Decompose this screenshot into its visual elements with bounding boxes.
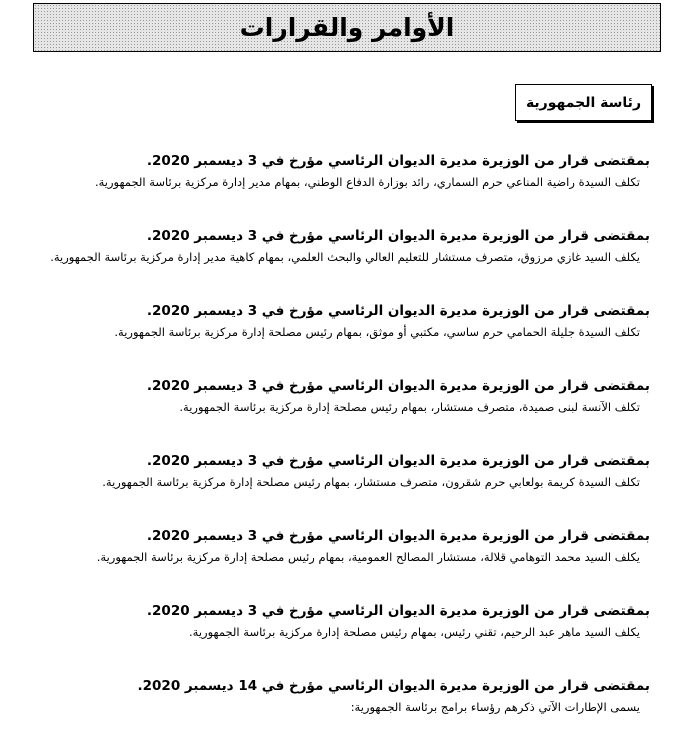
decree-body: تكلف السيدة جليلة الحمامي حرم ساسي، مكتبي أو موثق، بمهام رئيس مصلحة إدارة مركزية برئاسة الجمهورية. [114,325,640,339]
decree-heading: بمقتضى قرار من الوزيرة مديرة الديوان الرئاسي مؤرخ في 3 ديسمبر 2020. [146,378,650,394]
decree-entry [40,450,650,525]
page-title: الأوامر والقرارات [239,13,455,42]
decree-heading: بمقتضى قرار من الوزيرة مديرة الديوان الرئاسي مؤرخ في 3 ديسمبر 2020. [146,153,650,169]
section-heading-box [515,84,652,121]
decree-body: تكلف السيدة راضية المناعي حرم السماري، رائد بوزارة الدفاع الوطني، بمهام مدير إدارة مركزية برئاسة الجمهورية. [94,175,640,189]
decree-body: يسمى الإطارات الآتي ذكرهم رؤساء برامج برئاسة الجمهورية: [350,700,640,714]
decree-heading: بمقتضى قرار من الوزيرة مديرة الديوان الرئاسي مؤرخ في 3 ديسمبر 2020. [146,453,650,469]
decree-body: تكلف السيدة كريمة بولعابي حرم شقرون، متصرف مستشار، بمهام رئيس مصلحة إدارة مركزية برئاسة الجمهورية. [102,475,640,489]
decree-heading: بمقتضى قرار من الوزيرة مديرة الديوان الرئاسي مؤرخ في 3 ديسمبر 2020. [146,303,650,319]
decree-entry [40,525,650,600]
decree-body: يكلف السيد محمد التوهامي قلالة، مستشار المصالح العمومية، بمهام رئيس مصلحة إدارة مركزية برئاسة الجمهورية. [96,550,640,564]
decree-entry [40,300,650,375]
section-title: رئاسة الجمهورية [525,94,641,111]
decree-heading: بمقتضى قرار من الوزيرة مديرة الديوان الرئاسي مؤرخ في 3 ديسمبر 2020. [146,603,650,619]
decree-entry [40,150,650,225]
decree-entry [40,225,650,300]
decree-entry [40,375,650,450]
decree-entry [40,675,650,750]
decree-entry [40,600,650,675]
decree-heading: بمقتضى قرار من الوزيرة مديرة الديوان الرئاسي مؤرخ في 3 ديسمبر 2020. [146,228,650,244]
decree-heading: بمقتضى قرار من الوزيرة مديرة الديوان الرئاسي مؤرخ في 3 ديسمبر 2020. [146,528,650,544]
decree-list [40,150,650,750]
decree-heading: بمقتضى قرار من الوزيرة مديرة الديوان الرئاسي مؤرخ في 14 ديسمبر 2020. [137,678,650,694]
decree-body: تكلف الآنسة لبنى صميدة، متصرف مستشار، بمهام رئيس مصلحة إدارة مركزية برئاسة الجمهورية. [179,400,640,414]
decree-body: يكلف السيد ماهر عبد الرحيم، تقني رئيس، بمهام رئيس مصلحة إدارة مركزية برئاسة الجمهورية. [189,625,640,639]
page-header-banner [33,3,661,52]
decree-body: يكلف السيد غازي مرزوق، متصرف مستشار للتعليم العالي والبحث العلمي، بمهام كاهية مدير إدارة مركزية برئاسة الجمهورية. [50,250,640,264]
